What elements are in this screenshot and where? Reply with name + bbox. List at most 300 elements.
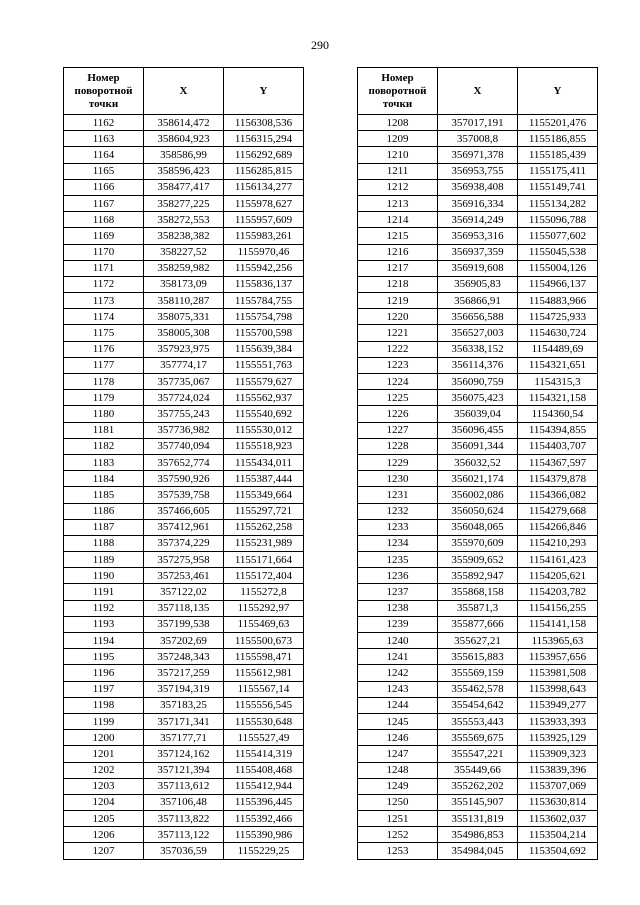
table-row: [64, 228, 304, 244]
cell-point-number: 1208: [358, 115, 438, 131]
cell-point-number: 1166: [64, 179, 144, 195]
cell-x: 355262,202: [438, 778, 518, 794]
cell-point-number: 1163: [64, 131, 144, 147]
table-row: [358, 616, 598, 632]
cell-x: 357113,822: [144, 811, 224, 827]
cell-x: 357217,259: [144, 665, 224, 681]
cell-point-number: 1226: [358, 406, 438, 422]
table-row: [358, 600, 598, 616]
cell-y: 1155540,692: [224, 406, 304, 422]
cell-x: 358238,382: [144, 228, 224, 244]
cell-y: 1153630,814: [518, 794, 598, 810]
cell-x: 355569,159: [438, 665, 518, 681]
table-row: [358, 244, 598, 260]
cell-point-number: 1234: [358, 535, 438, 551]
table-row: [358, 665, 598, 681]
table-row: [64, 730, 304, 746]
cell-y: 1154203,782: [518, 584, 598, 600]
cell-x: 357736,982: [144, 422, 224, 438]
table-row: [358, 341, 598, 357]
cell-x: 357171,341: [144, 713, 224, 729]
cell-y: 1155983,261: [224, 228, 304, 244]
cell-y: 1155134,282: [518, 195, 598, 211]
cell-point-number: 1252: [358, 827, 438, 843]
cell-y: 1154205,621: [518, 568, 598, 584]
cell-point-number: 1175: [64, 325, 144, 341]
table-row: [358, 228, 598, 244]
table-row: [358, 568, 598, 584]
cell-y: 1155700,598: [224, 325, 304, 341]
table-row: [358, 843, 598, 859]
cell-point-number: 1241: [358, 649, 438, 665]
cell-point-number: 1168: [64, 212, 144, 228]
table-row: [64, 357, 304, 373]
cell-point-number: 1200: [64, 730, 144, 746]
cell-x: 358604,923: [144, 131, 224, 147]
cell-y: 1153504,692: [518, 843, 598, 859]
cell-y: 1155978,627: [224, 195, 304, 211]
cell-point-number: 1196: [64, 665, 144, 681]
table-row: [64, 794, 304, 810]
cell-y: 1155562,937: [224, 390, 304, 406]
table-row: [358, 115, 598, 131]
table-row: [64, 568, 304, 584]
cell-point-number: 1206: [64, 827, 144, 843]
cell-x: 354986,853: [438, 827, 518, 843]
cell-x: 357724,024: [144, 390, 224, 406]
cell-point-number: 1164: [64, 147, 144, 163]
cell-x: 358110,287: [144, 293, 224, 309]
cell-x: 356938,408: [438, 179, 518, 195]
table-row: [64, 341, 304, 357]
table-row: [64, 746, 304, 762]
table-row: [64, 309, 304, 325]
cell-point-number: 1207: [64, 843, 144, 859]
cell-y: 1155387,444: [224, 471, 304, 487]
cell-point-number: 1236: [358, 568, 438, 584]
cell-y: 1155186,855: [518, 131, 598, 147]
cell-x: 357735,067: [144, 374, 224, 390]
table-row: [64, 519, 304, 535]
table-row: [358, 552, 598, 568]
table-row: [64, 665, 304, 681]
cell-point-number: 1178: [64, 374, 144, 390]
table-row: [64, 406, 304, 422]
cell-point-number: 1213: [358, 195, 438, 211]
cell-y: 1155970,46: [224, 244, 304, 260]
table-row: [64, 293, 304, 309]
cell-x: 357923,975: [144, 341, 224, 357]
table-row: [64, 454, 304, 470]
cell-y: 1154366,082: [518, 487, 598, 503]
cell-y: 1155171,664: [224, 552, 304, 568]
cell-y: 1154315,3: [518, 374, 598, 390]
header-x: X: [144, 68, 224, 115]
cell-point-number: 1215: [358, 228, 438, 244]
cell-y: 1153957,656: [518, 649, 598, 665]
header-y: Y: [224, 68, 304, 115]
table-row: [64, 244, 304, 260]
cell-x: 356937,359: [438, 244, 518, 260]
cell-point-number: 1192: [64, 600, 144, 616]
coordinates-table-left: [63, 67, 304, 860]
cell-x: 355569,675: [438, 730, 518, 746]
table-row: [64, 633, 304, 649]
cell-point-number: 1187: [64, 519, 144, 535]
cell-x: 357412,961: [144, 519, 224, 535]
cell-point-number: 1194: [64, 633, 144, 649]
cell-point-number: 1210: [358, 147, 438, 163]
cell-y: 1155518,923: [224, 438, 304, 454]
cell-y: 1154321,651: [518, 357, 598, 373]
table-row: [358, 519, 598, 535]
cell-y: 1154279,668: [518, 503, 598, 519]
cell-x: 358277,225: [144, 195, 224, 211]
cell-y: 1155229,25: [224, 843, 304, 859]
cell-x: 356048,065: [438, 519, 518, 535]
header-point-number: Номер поворотной точки: [64, 68, 144, 115]
cell-y: 1154367,597: [518, 454, 598, 470]
table-row: [358, 697, 598, 713]
cell-point-number: 1198: [64, 697, 144, 713]
cell-y: 1153707,069: [518, 778, 598, 794]
cell-x: 355131,819: [438, 811, 518, 827]
cell-x: 357539,758: [144, 487, 224, 503]
cell-x: 357466,605: [144, 503, 224, 519]
cell-x: 356114,376: [438, 357, 518, 373]
table-row: [64, 843, 304, 859]
table-header-row: [64, 68, 304, 115]
table-row: [64, 616, 304, 632]
table-row: [64, 115, 304, 131]
cell-x: 355547,221: [438, 746, 518, 762]
cell-x: 357177,71: [144, 730, 224, 746]
header-point-number: Номер поворотной точки: [358, 68, 438, 115]
cell-y: 1155412,944: [224, 778, 304, 794]
table-row: [64, 600, 304, 616]
cell-y: 1155639,384: [224, 341, 304, 357]
table-row: [358, 681, 598, 697]
table-row: [358, 374, 598, 390]
cell-point-number: 1186: [64, 503, 144, 519]
cell-x: 357248,343: [144, 649, 224, 665]
cell-y: 1155349,664: [224, 487, 304, 503]
cell-y: 1156308,536: [224, 115, 304, 131]
cell-x: 356919,608: [438, 260, 518, 276]
cell-x: 357183,25: [144, 697, 224, 713]
table-row: [64, 697, 304, 713]
cell-y: 1154725,933: [518, 309, 598, 325]
cell-y: 1155004,126: [518, 260, 598, 276]
cell-x: 355627,21: [438, 633, 518, 649]
header-y: Y: [518, 68, 598, 115]
cell-y: 1156285,815: [224, 163, 304, 179]
cell-y: 1154966,137: [518, 276, 598, 292]
cell-x: 356032,52: [438, 454, 518, 470]
cell-x: 358477,417: [144, 179, 224, 195]
cell-y: 1155231,989: [224, 535, 304, 551]
cell-y: 1154883,966: [518, 293, 598, 309]
cell-x: 357590,926: [144, 471, 224, 487]
table-row: [358, 471, 598, 487]
cell-point-number: 1212: [358, 179, 438, 195]
cell-y: 1155784,755: [224, 293, 304, 309]
cell-x: 357113,612: [144, 778, 224, 794]
cell-x: 357740,094: [144, 438, 224, 454]
cell-x: 355615,883: [438, 649, 518, 665]
table-row: [64, 260, 304, 276]
cell-x: 355909,652: [438, 552, 518, 568]
cell-point-number: 1224: [358, 374, 438, 390]
table-row: [64, 827, 304, 843]
table-row: [358, 487, 598, 503]
cell-y: 1155598,471: [224, 649, 304, 665]
table-row: [358, 713, 598, 729]
cell-x: 358586,99: [144, 147, 224, 163]
cell-y: 1155527,49: [224, 730, 304, 746]
cell-x: 355454,642: [438, 697, 518, 713]
cell-y: 1154630,724: [518, 325, 598, 341]
cell-x: 356914,249: [438, 212, 518, 228]
cell-x: 357374,229: [144, 535, 224, 551]
cell-y: 1155396,445: [224, 794, 304, 810]
cell-point-number: 1204: [64, 794, 144, 810]
cell-y: 1155292,97: [224, 600, 304, 616]
table-row: [358, 131, 598, 147]
table-row: [358, 503, 598, 519]
cell-x: 356527,003: [438, 325, 518, 341]
cell-point-number: 1172: [64, 276, 144, 292]
table-row: [358, 179, 598, 195]
cell-point-number: 1182: [64, 438, 144, 454]
cell-point-number: 1231: [358, 487, 438, 503]
cell-y: 1153933,393: [518, 713, 598, 729]
cell-x: 356338,152: [438, 341, 518, 357]
cell-point-number: 1202: [64, 762, 144, 778]
table-row: [64, 147, 304, 163]
cell-x: 357194,319: [144, 681, 224, 697]
cell-point-number: 1251: [358, 811, 438, 827]
cell-x: 356971,378: [438, 147, 518, 163]
cell-x: 357008,8: [438, 131, 518, 147]
table-row: [64, 131, 304, 147]
page-number: 290: [311, 38, 329, 52]
cell-x: 357253,461: [144, 568, 224, 584]
cell-point-number: 1199: [64, 713, 144, 729]
cell-x: 356075,423: [438, 390, 518, 406]
cell-point-number: 1190: [64, 568, 144, 584]
cell-point-number: 1228: [358, 438, 438, 454]
table-row: [358, 276, 598, 292]
cell-point-number: 1174: [64, 309, 144, 325]
cell-y: 1153839,396: [518, 762, 598, 778]
cell-point-number: 1221: [358, 325, 438, 341]
cell-x: 357122,02: [144, 584, 224, 600]
table-row: [64, 487, 304, 503]
cell-point-number: 1173: [64, 293, 144, 309]
table-row: [64, 503, 304, 519]
cell-x: 355868,158: [438, 584, 518, 600]
cell-x: 358614,472: [144, 115, 224, 131]
cell-point-number: 1230: [358, 471, 438, 487]
cell-y: 1155185,439: [518, 147, 598, 163]
cell-point-number: 1223: [358, 357, 438, 373]
table-row: [358, 438, 598, 454]
cell-point-number: 1219: [358, 293, 438, 309]
cell-point-number: 1162: [64, 115, 144, 131]
cell-x: 358005,308: [144, 325, 224, 341]
cell-point-number: 1189: [64, 552, 144, 568]
cell-y: 1155434,011: [224, 454, 304, 470]
cell-point-number: 1203: [64, 778, 144, 794]
cell-y: 1155836,137: [224, 276, 304, 292]
cell-y: 1154266,846: [518, 519, 598, 535]
cell-y: 1155957,609: [224, 212, 304, 228]
cell-point-number: 1185: [64, 487, 144, 503]
cell-x: 357036,59: [144, 843, 224, 859]
cell-x: 357113,122: [144, 827, 224, 843]
cell-x: 356905,83: [438, 276, 518, 292]
cell-y: 1156292,689: [224, 147, 304, 163]
cell-x: 355553,443: [438, 713, 518, 729]
cell-x: 357118,135: [144, 600, 224, 616]
cell-x: 356953,316: [438, 228, 518, 244]
table-row: [64, 422, 304, 438]
cell-point-number: 1217: [358, 260, 438, 276]
table-row: [64, 681, 304, 697]
cell-y: 1155045,538: [518, 244, 598, 260]
cell-x: 356050,624: [438, 503, 518, 519]
cell-x: 357199,538: [144, 616, 224, 632]
header-x: X: [438, 68, 518, 115]
table-row: [64, 212, 304, 228]
cell-x: 358596,423: [144, 163, 224, 179]
cell-y: 1155567,14: [224, 681, 304, 697]
cell-x: 358227,52: [144, 244, 224, 260]
cell-y: 1153909,323: [518, 746, 598, 762]
cell-y: 1154156,255: [518, 600, 598, 616]
table-row: [358, 454, 598, 470]
table-row: [358, 163, 598, 179]
cell-point-number: 1193: [64, 616, 144, 632]
table-row: [64, 325, 304, 341]
cell-point-number: 1233: [358, 519, 438, 535]
cell-x: 356090,759: [438, 374, 518, 390]
cell-point-number: 1218: [358, 276, 438, 292]
table-row: [358, 827, 598, 843]
cell-x: 357652,774: [144, 454, 224, 470]
cell-x: 354984,045: [438, 843, 518, 859]
table-row: [358, 794, 598, 810]
table-row: [358, 811, 598, 827]
table-row: [358, 422, 598, 438]
cell-y: 1153998,643: [518, 681, 598, 697]
cell-x: 355145,907: [438, 794, 518, 810]
cell-point-number: 1229: [358, 454, 438, 470]
cell-point-number: 1237: [358, 584, 438, 600]
cell-point-number: 1247: [358, 746, 438, 762]
cell-point-number: 1170: [64, 244, 144, 260]
cell-point-number: 1209: [358, 131, 438, 147]
cell-x: 358259,982: [144, 260, 224, 276]
table-row: [358, 584, 598, 600]
cell-y: 1155077,602: [518, 228, 598, 244]
cell-y: 1156134,277: [224, 179, 304, 195]
table-body-right: [358, 115, 598, 860]
cell-point-number: 1165: [64, 163, 144, 179]
cell-y: 1154141,158: [518, 616, 598, 632]
table-row: [358, 535, 598, 551]
cell-x: 355970,609: [438, 535, 518, 551]
cell-point-number: 1176: [64, 341, 144, 357]
cell-x: 355462,578: [438, 681, 518, 697]
cell-point-number: 1184: [64, 471, 144, 487]
table-row: [358, 147, 598, 163]
table-row: [358, 212, 598, 228]
cell-y: 1153949,277: [518, 697, 598, 713]
table-row: [358, 762, 598, 778]
cell-y: 1155530,012: [224, 422, 304, 438]
cell-y: 1155272,8: [224, 584, 304, 600]
cell-point-number: 1201: [64, 746, 144, 762]
cell-x: 357017,191: [438, 115, 518, 131]
cell-y: 1153602,037: [518, 811, 598, 827]
table-row: [64, 438, 304, 454]
table-row: [358, 406, 598, 422]
cell-y: 1155096,788: [518, 212, 598, 228]
cell-x: 356096,455: [438, 422, 518, 438]
cell-x: 357121,394: [144, 762, 224, 778]
cell-y: 1154394,855: [518, 422, 598, 438]
table-row: [358, 293, 598, 309]
cell-point-number: 1177: [64, 357, 144, 373]
cell-y: 1155579,627: [224, 374, 304, 390]
table-row: [64, 179, 304, 195]
cell-point-number: 1179: [64, 390, 144, 406]
cell-point-number: 1191: [64, 584, 144, 600]
cell-point-number: 1222: [358, 341, 438, 357]
cell-y: 1155551,763: [224, 357, 304, 373]
cell-point-number: 1239: [358, 616, 438, 632]
table-row: [358, 309, 598, 325]
table-row: [358, 633, 598, 649]
cell-x: 356039,04: [438, 406, 518, 422]
cell-y: 1154161,423: [518, 552, 598, 568]
cell-y: 1155754,798: [224, 309, 304, 325]
table-row: [64, 762, 304, 778]
cell-x: 356091,344: [438, 438, 518, 454]
cell-y: 1155297,721: [224, 503, 304, 519]
table-row: [358, 730, 598, 746]
cell-x: 356002,086: [438, 487, 518, 503]
cell-point-number: 1227: [358, 422, 438, 438]
table-row: [64, 374, 304, 390]
table-row: [358, 649, 598, 665]
table-row: [64, 811, 304, 827]
cell-y: 1155390,986: [224, 827, 304, 843]
cell-x: 358272,553: [144, 212, 224, 228]
cell-y: 1155149,741: [518, 179, 598, 195]
cell-y: 1155392,466: [224, 811, 304, 827]
cell-x: 357124,162: [144, 746, 224, 762]
cell-y: 1153504,214: [518, 827, 598, 843]
table-row: [64, 649, 304, 665]
cell-x: 357774,17: [144, 357, 224, 373]
cell-x: 358075,331: [144, 309, 224, 325]
cell-x: 357275,958: [144, 552, 224, 568]
cell-y: 1154379,878: [518, 471, 598, 487]
cell-point-number: 1169: [64, 228, 144, 244]
